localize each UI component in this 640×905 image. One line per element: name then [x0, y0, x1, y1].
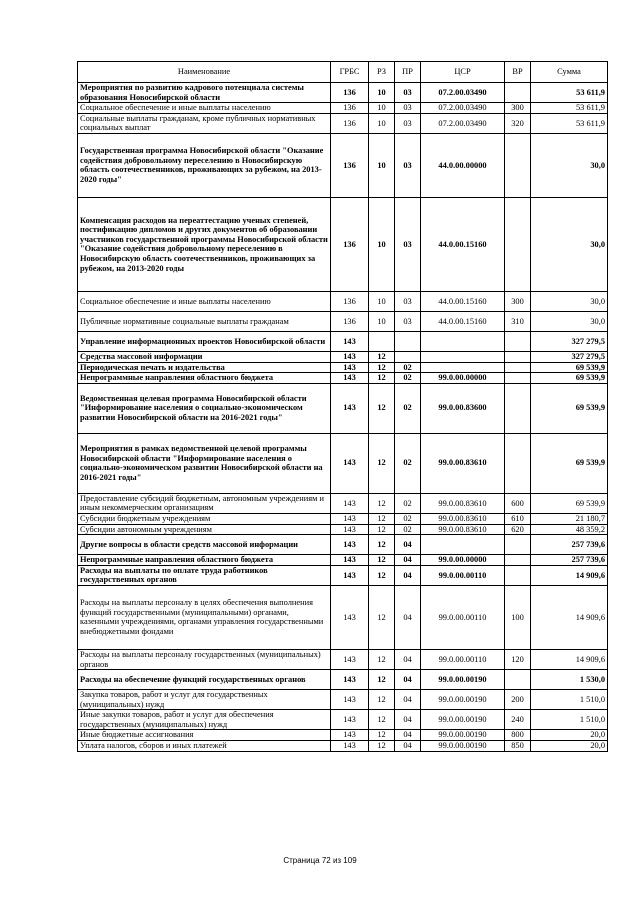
row-grbs: 136	[331, 133, 369, 197]
row-sum: 30,0	[531, 133, 608, 197]
row-name: Субсидии автономным учреждениям	[78, 524, 331, 535]
table-row	[78, 565, 608, 585]
row-grbs: 143	[331, 585, 369, 649]
row-sum: 327 279,5	[531, 331, 608, 351]
row-pr: 02	[395, 493, 421, 513]
row-csr: 99.0.00.00190	[421, 730, 505, 741]
row-vr: 310	[505, 311, 531, 331]
table-row	[78, 690, 608, 710]
row-name: Средства массовой информации	[78, 351, 331, 362]
row-pr: 02	[395, 524, 421, 535]
row-rz: 12	[369, 741, 395, 752]
row-rz: 12	[369, 524, 395, 535]
row-grbs: 136	[331, 291, 369, 311]
row-sum: 14 909,6	[531, 649, 608, 669]
row-pr: 04	[395, 555, 421, 566]
row-vr	[505, 670, 531, 690]
row-csr	[421, 351, 505, 362]
column-header-csr: ЦСР	[421, 62, 505, 83]
table-row	[78, 197, 608, 291]
row-csr: 99.0.00.00110	[421, 649, 505, 669]
row-csr: 99.0.00.00110	[421, 565, 505, 585]
column-header-vr: ВР	[505, 62, 531, 83]
row-sum: 14 909,6	[531, 585, 608, 649]
table-row	[78, 83, 608, 103]
row-pr: 03	[395, 103, 421, 114]
row-name: Уплата налогов, сборов и иных платежей	[78, 741, 331, 752]
row-name: Иные бюджетные ассигнования	[78, 730, 331, 741]
row-name: Компенсация расходов на переаттестацию ученых степеней, постификацию дипломов и других документов об образовании участников государственной программы Новосибирской области "Оказание содействия добровольному переселению в Новосибирскую область соотечественников, проживающих за рубежом, на 2013-2020 годы	[78, 197, 331, 291]
row-csr: 44.0.00.00000	[421, 133, 505, 197]
row-grbs: 143	[331, 555, 369, 566]
row-rz: 10	[369, 311, 395, 331]
row-sum: 1 530,0	[531, 670, 608, 690]
row-grbs: 143	[331, 513, 369, 524]
row-sum: 69 539,9	[531, 493, 608, 513]
table-row	[78, 351, 608, 362]
table-header-row	[78, 62, 608, 83]
row-vr: 600	[505, 493, 531, 513]
row-grbs: 143	[331, 524, 369, 535]
row-pr: 04	[395, 585, 421, 649]
column-header-sum: Сумма	[531, 62, 608, 83]
row-csr: 99.0.00.00190	[421, 690, 505, 710]
row-rz: 12	[369, 513, 395, 524]
row-name: Периодическая печать и издательства	[78, 362, 331, 373]
row-sum: 327 279,5	[531, 351, 608, 362]
row-name: Субсидии бюджетным учреждениям	[78, 513, 331, 524]
table-row	[78, 730, 608, 741]
table-row	[78, 291, 608, 311]
row-rz: 10	[369, 133, 395, 197]
row-rz: 10	[369, 113, 395, 133]
row-pr	[395, 351, 421, 362]
row-grbs: 143	[331, 730, 369, 741]
table-row	[78, 535, 608, 555]
row-name: Расходы на выплаты по оплате труда работников государственных органов	[78, 565, 331, 585]
row-sum: 30,0	[531, 197, 608, 291]
table-row	[78, 585, 608, 649]
row-pr: 04	[395, 535, 421, 555]
row-vr	[505, 565, 531, 585]
row-sum: 30,0	[531, 291, 608, 311]
row-sum: 1 510,0	[531, 690, 608, 710]
row-name: Расходы на выплаты персоналу в целях обеспечения выполнения функций государственными (муниципальными) органами, казенными учреждениями, органами управления государственными внебюджетными фондами	[78, 585, 331, 649]
row-pr: 03	[395, 133, 421, 197]
row-vr: 300	[505, 291, 531, 311]
row-name: Социальное обеспечение и иные выплаты населению	[78, 103, 331, 114]
row-pr: 03	[395, 311, 421, 331]
row-rz: 12	[369, 383, 395, 433]
row-sum: 69 539,9	[531, 433, 608, 493]
row-name: Государственная программа Новосибирской области "Оказание содействия добровольному переселению в Новосибирскую область соотечественников, проживающих за рубежом, на 2013-2020 годы"	[78, 133, 331, 197]
column-header-rz: РЗ	[369, 62, 395, 83]
row-rz: 12	[369, 433, 395, 493]
row-name: Расходы на выплаты персоналу государственных (муниципальных) органов	[78, 649, 331, 669]
row-grbs: 143	[331, 741, 369, 752]
row-rz: 12	[369, 649, 395, 669]
row-sum: 53 611,9	[531, 83, 608, 103]
row-rz: 12	[369, 535, 395, 555]
row-csr: 07.2.00.03490	[421, 83, 505, 103]
row-grbs: 143	[331, 535, 369, 555]
row-sum: 69 539,9	[531, 362, 608, 373]
row-vr: 620	[505, 524, 531, 535]
row-name: Публичные нормативные социальные выплаты гражданам	[78, 311, 331, 331]
row-sum: 257 739,6	[531, 535, 608, 555]
row-rz: 10	[369, 103, 395, 114]
row-csr: 99.0.00.83610	[421, 433, 505, 493]
row-vr	[505, 535, 531, 555]
row-sum: 69 539,9	[531, 373, 608, 384]
row-sum: 53 611,9	[531, 113, 608, 133]
row-grbs: 136	[331, 83, 369, 103]
row-csr: 44.0.00.15160	[421, 311, 505, 331]
row-name: Управление информационных проектов Новосибирской области	[78, 331, 331, 351]
row-csr: 99.0.00.83610	[421, 524, 505, 535]
row-grbs: 143	[331, 331, 369, 351]
row-grbs: 136	[331, 197, 369, 291]
table-row	[78, 433, 608, 493]
column-header-grbs: ГРБС	[331, 62, 369, 83]
row-sum: 1 510,0	[531, 710, 608, 730]
row-rz: 12	[369, 670, 395, 690]
row-rz	[369, 331, 395, 351]
row-vr: 800	[505, 730, 531, 741]
row-name: Мероприятия по развитию кадрового потенциала системы образования Новосибирской области	[78, 83, 331, 103]
row-pr: 03	[395, 83, 421, 103]
row-grbs: 143	[331, 362, 369, 373]
row-sum: 14 909,6	[531, 565, 608, 585]
row-name: Иные закупки товаров, работ и услуг для обеспечения государственных (муниципальных) нужд	[78, 710, 331, 730]
row-vr: 850	[505, 741, 531, 752]
row-pr	[395, 331, 421, 351]
row-rz: 10	[369, 197, 395, 291]
row-csr: 99.0.00.00110	[421, 585, 505, 649]
row-vr: 200	[505, 690, 531, 710]
row-grbs: 143	[331, 351, 369, 362]
row-rz: 10	[369, 83, 395, 103]
row-csr: 99.0.00.83600	[421, 383, 505, 433]
row-pr: 02	[395, 362, 421, 373]
row-csr: 99.0.00.00190	[421, 741, 505, 752]
row-pr: 03	[395, 113, 421, 133]
row-rz: 12	[369, 690, 395, 710]
row-pr: 04	[395, 565, 421, 585]
row-pr: 04	[395, 670, 421, 690]
row-pr: 02	[395, 373, 421, 384]
row-sum: 30,0	[531, 311, 608, 331]
table-row	[78, 513, 608, 524]
row-vr	[505, 433, 531, 493]
row-sum: 20,0	[531, 741, 608, 752]
row-pr: 04	[395, 730, 421, 741]
row-vr: 320	[505, 113, 531, 133]
row-grbs: 136	[331, 103, 369, 114]
row-rz: 12	[369, 730, 395, 741]
row-name: Социальное обеспечение и иные выплаты населению	[78, 291, 331, 311]
row-pr: 04	[395, 710, 421, 730]
row-vr	[505, 362, 531, 373]
row-csr: 99.0.00.00000	[421, 373, 505, 384]
row-sum: 20,0	[531, 730, 608, 741]
row-rz: 10	[369, 291, 395, 311]
table-row	[78, 670, 608, 690]
row-csr: 99.0.00.00190	[421, 710, 505, 730]
row-csr	[421, 331, 505, 351]
row-pr: 03	[395, 291, 421, 311]
row-vr	[505, 133, 531, 197]
row-csr	[421, 362, 505, 373]
row-grbs: 136	[331, 311, 369, 331]
column-header-name: Наименование	[78, 62, 331, 83]
table-row	[78, 103, 608, 114]
row-pr: 04	[395, 690, 421, 710]
table-row	[78, 555, 608, 566]
table-row	[78, 362, 608, 373]
row-csr: 99.0.00.00000	[421, 555, 505, 566]
row-vr	[505, 555, 531, 566]
row-rz: 12	[369, 585, 395, 649]
row-csr: 44.0.00.15160	[421, 197, 505, 291]
row-grbs: 143	[331, 649, 369, 669]
row-pr: 04	[395, 649, 421, 669]
page-footer: Страница 72 из 109	[283, 856, 357, 865]
table-row	[78, 373, 608, 384]
row-vr	[505, 383, 531, 433]
row-rz: 12	[369, 710, 395, 730]
budget-table	[77, 61, 608, 752]
row-rz: 12	[369, 362, 395, 373]
row-grbs: 143	[331, 373, 369, 384]
table-row	[78, 311, 608, 331]
row-vr: 240	[505, 710, 531, 730]
row-rz: 12	[369, 351, 395, 362]
table-row	[78, 331, 608, 351]
table-row	[78, 649, 608, 669]
row-grbs: 143	[331, 383, 369, 433]
row-csr: 07.2.00.03490	[421, 103, 505, 114]
row-sum: 257 739,6	[531, 555, 608, 566]
row-csr	[421, 535, 505, 555]
row-vr: 100	[505, 585, 531, 649]
row-name: Закупка товаров, работ и услуг для государственных (муниципальных) нужд	[78, 690, 331, 710]
column-header-pr: ПР	[395, 62, 421, 83]
row-name: Мероприятия в рамках ведомственной целевой программы Новосибирской области "Информирование населения о социально-экономическом развитии Новосибирской области на 2016-2021 годы"	[78, 433, 331, 493]
row-name: Непрограммные направления областного бюджета	[78, 555, 331, 566]
row-sum: 21 180,7	[531, 513, 608, 524]
row-grbs: 143	[331, 690, 369, 710]
table-row	[78, 493, 608, 513]
row-csr: 99.0.00.83610	[421, 513, 505, 524]
table-body	[78, 83, 608, 752]
row-name: Предоставление субсидий бюджетным, автономным учреждениям и иным некоммерческим организациям	[78, 493, 331, 513]
row-sum: 53 611,9	[531, 103, 608, 114]
table-row	[78, 524, 608, 535]
row-vr: 300	[505, 103, 531, 114]
table-row	[78, 113, 608, 133]
row-grbs: 136	[331, 113, 369, 133]
row-vr	[505, 331, 531, 351]
row-vr	[505, 83, 531, 103]
row-rz: 12	[369, 373, 395, 384]
row-grbs: 143	[331, 565, 369, 585]
row-vr: 120	[505, 649, 531, 669]
row-name: Социальные выплаты гражданам, кроме публичных нормативных социальных выплат	[78, 113, 331, 133]
row-grbs: 143	[331, 670, 369, 690]
row-sum: 48 359,2	[531, 524, 608, 535]
row-csr: 44.0.00.15160	[421, 291, 505, 311]
row-name: Ведомственная целевая программа Новосибирской области "Информирование населения о социально-экономическом развитии Новосибирской области на 2016-2021 годы"	[78, 383, 331, 433]
row-sum: 69 539,9	[531, 383, 608, 433]
table-row	[78, 741, 608, 752]
row-rz: 12	[369, 493, 395, 513]
row-rz: 12	[369, 565, 395, 585]
table-row	[78, 383, 608, 433]
row-grbs: 143	[331, 433, 369, 493]
row-vr	[505, 197, 531, 291]
row-name: Расходы на обеспечение функций государственных органов	[78, 670, 331, 690]
table-row	[78, 710, 608, 730]
row-vr: 610	[505, 513, 531, 524]
row-pr: 03	[395, 197, 421, 291]
row-pr: 02	[395, 513, 421, 524]
table-row	[78, 133, 608, 197]
row-pr: 02	[395, 383, 421, 433]
row-name: Непрограммные направления областного бюджета	[78, 373, 331, 384]
row-vr	[505, 373, 531, 384]
row-vr	[505, 351, 531, 362]
row-csr: 99.0.00.00190	[421, 670, 505, 690]
row-pr: 04	[395, 741, 421, 752]
row-rz: 12	[369, 555, 395, 566]
row-csr: 07.2.00.03490	[421, 113, 505, 133]
row-grbs: 143	[331, 493, 369, 513]
row-csr: 99.0.00.83610	[421, 493, 505, 513]
row-grbs: 143	[331, 710, 369, 730]
row-pr: 02	[395, 433, 421, 493]
row-name: Другие вопросы в области средств массовой информации	[78, 535, 331, 555]
